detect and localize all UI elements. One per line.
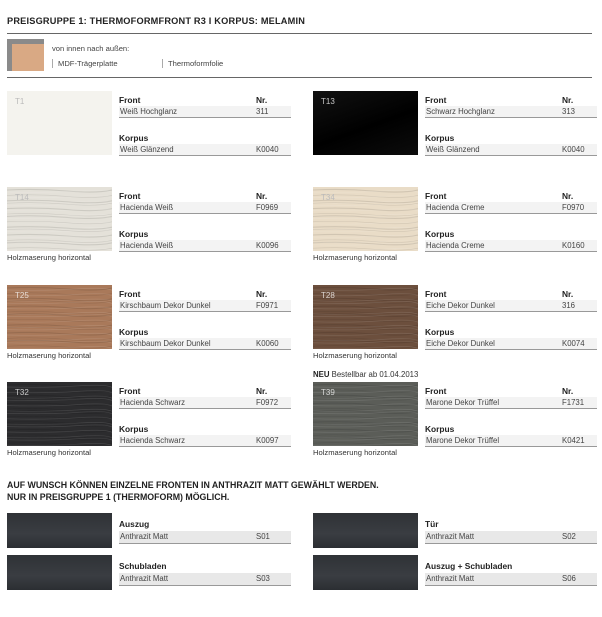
decor-swatch-t34 <box>313 187 418 251</box>
korpus-heading <box>425 133 597 144</box>
neu-note <box>313 370 418 379</box>
decor-info-t39 <box>425 386 597 447</box>
front-label: Front <box>119 289 141 299</box>
decor-code: T39 <box>321 388 335 397</box>
notice-line-2: NUR IN PREISGRUPPE 1 (THERMOFORM) MÖGLICH. <box>7 492 230 502</box>
front-label: Front <box>425 95 447 105</box>
korpus-row <box>119 240 291 252</box>
anthracite-swatch <box>7 555 112 590</box>
korpus-name: Eiche Dekor Dunkel <box>426 339 495 348</box>
korpus-name: Hacienda Schwarz <box>120 436 186 445</box>
anthracite-value: Anthrazit Matt <box>426 574 475 583</box>
korpus-row <box>425 435 597 447</box>
korpus-number: K0060 <box>256 339 279 348</box>
decor-info-t32 <box>119 386 291 447</box>
korpus-label: Korpus <box>119 424 149 434</box>
anthracite-notice <box>7 479 379 503</box>
front-label: Front <box>119 191 141 201</box>
decor-code: T1 <box>15 97 25 106</box>
korpus-label: Korpus <box>119 327 149 337</box>
korpus-name: Hacienda Weiß <box>120 241 174 250</box>
decor-swatch-t14 <box>7 187 112 251</box>
layer-item-foil: Thermoformfolie <box>162 59 223 68</box>
decor-code: T25 <box>15 291 29 300</box>
korpus-row <box>425 240 597 252</box>
front-label: Front <box>425 289 447 299</box>
decor-info-t14 <box>119 191 291 252</box>
decor-info-t13 <box>425 95 597 156</box>
grain-note: Holzmaserung horizontal <box>7 351 91 360</box>
korpus-number: K0074 <box>562 339 585 348</box>
anthracite-number: S06 <box>562 574 576 583</box>
decor-code: T34 <box>321 193 335 202</box>
anthracite-number: S01 <box>256 532 270 541</box>
front-label: Front <box>119 386 141 396</box>
front-row <box>119 300 291 312</box>
korpus-number: K0097 <box>256 436 279 445</box>
decor-info-t34 <box>425 191 597 252</box>
layer-intro: von innen nach außen: <box>52 44 130 53</box>
grain-note: Holzmaserung horizontal <box>7 253 91 262</box>
anthracite-swatch <box>7 513 112 548</box>
decor-swatch-t39 <box>313 382 418 446</box>
front-row <box>119 106 291 118</box>
notice-line-1: AUF WUNSCH KÖNNEN EINZELNE FRONTEN IN ANTHRAZIT MATT GEWÄHLT WERDEN. <box>7 480 379 490</box>
front-number: F1731 <box>562 398 585 407</box>
decor-code: T32 <box>15 388 29 397</box>
front-name: Hacienda Schwarz <box>120 398 186 407</box>
korpus-label: Korpus <box>119 229 149 239</box>
front-name: Eiche Dekor Dunkel <box>426 301 495 310</box>
nr-label: Nr. <box>562 191 574 201</box>
anthracite-title: Auszug + Schubladen <box>425 561 513 571</box>
anthracite-info <box>119 519 291 544</box>
korpus-heading <box>119 327 291 338</box>
korpus-number: K0040 <box>256 145 279 154</box>
front-row <box>425 106 597 118</box>
front-heading <box>119 95 291 106</box>
front-heading <box>425 386 597 397</box>
decor-info-t1 <box>119 95 291 156</box>
anthracite-info <box>425 519 597 544</box>
anthracite-title: Auszug <box>119 519 150 529</box>
korpus-number: K0160 <box>562 241 585 250</box>
korpus-name: Weiß Glänzend <box>120 145 174 154</box>
decor-swatch-t32 <box>7 382 112 446</box>
front-name: Schwarz Hochglanz <box>426 107 495 116</box>
front-heading <box>425 95 597 106</box>
nr-label: Nr. <box>256 289 268 299</box>
anthracite-row <box>425 531 597 544</box>
korpus-number: K0040 <box>562 145 585 154</box>
korpus-heading <box>425 327 597 338</box>
nr-label: Nr. <box>256 191 268 201</box>
anthracite-row <box>425 573 597 586</box>
korpus-name: Kirschbaum Dekor Dunkel <box>120 339 211 348</box>
korpus-heading <box>425 424 597 435</box>
anthracite-info <box>119 561 291 586</box>
korpus-label: Korpus <box>119 133 149 143</box>
grain-note: Holzmaserung horizontal <box>313 351 397 360</box>
front-row <box>119 397 291 409</box>
anthracite-number: S02 <box>562 532 576 541</box>
neu-text: Bestellbar ab 01.04.2013 <box>331 370 419 379</box>
front-number: F0971 <box>256 301 279 310</box>
front-number: 313 <box>562 107 576 116</box>
korpus-heading <box>119 424 291 435</box>
front-number: F0972 <box>256 398 279 407</box>
front-heading <box>119 289 291 300</box>
korpus-row <box>425 144 597 156</box>
front-name: Weiß Hochglanz <box>120 107 178 116</box>
front-label: Front <box>119 95 141 105</box>
korpus-row <box>119 435 291 447</box>
anthracite-value: Anthrazit Matt <box>120 532 169 541</box>
grain-note: Holzmaserung horizontal <box>7 448 91 457</box>
decor-swatch-t25 <box>7 285 112 349</box>
anthracite-row <box>119 573 291 586</box>
front-number: F0969 <box>256 203 279 212</box>
korpus-row <box>119 144 291 156</box>
korpus-heading <box>119 133 291 144</box>
korpus-label: Korpus <box>425 327 455 337</box>
neu-label: NEU <box>313 370 330 379</box>
layer-item-mdf: MDF-Trägerplatte <box>52 59 118 68</box>
front-number: 316 <box>562 301 576 310</box>
anthracite-title: Tür <box>425 519 439 529</box>
front-name: Hacienda Creme <box>426 203 485 212</box>
title-rule <box>7 33 592 34</box>
decor-swatch-t28 <box>313 285 418 349</box>
grain-note: Holzmaserung horizontal <box>313 448 397 457</box>
korpus-number: K0421 <box>562 436 585 445</box>
grain-note: Holzmaserung horizontal <box>313 253 397 262</box>
nr-label: Nr. <box>256 95 268 105</box>
korpus-name: Hacienda Creme <box>426 241 485 250</box>
nr-label: Nr. <box>256 386 268 396</box>
nr-label: Nr. <box>562 289 574 299</box>
decor-code: T14 <box>15 193 29 202</box>
front-name: Kirschbaum Dekor Dunkel <box>120 301 211 310</box>
decor-info-t28 <box>425 289 597 350</box>
page-title: PREISGRUPPE 1: THERMOFORMFRONT R3 I KORPUS: MELAMIN <box>7 16 306 26</box>
korpus-name: Marone Dekor Trüffel <box>426 436 500 445</box>
korpus-heading <box>119 229 291 240</box>
front-heading <box>425 191 597 202</box>
anthracite-swatch <box>313 555 418 590</box>
korpus-name: Weiß Glänzend <box>426 145 480 154</box>
front-heading <box>119 386 291 397</box>
anthracite-title: Schubladen <box>119 561 167 571</box>
decor-code: T28 <box>321 291 335 300</box>
korpus-label: Korpus <box>425 424 455 434</box>
decor-swatch-t1 <box>7 91 112 155</box>
korpus-label: Korpus <box>425 229 455 239</box>
korpus-heading <box>425 229 597 240</box>
korpus-row <box>119 338 291 350</box>
anthracite-value: Anthrazit Matt <box>120 574 169 583</box>
nr-label: Nr. <box>562 95 574 105</box>
anthracite-info <box>425 561 597 586</box>
front-heading <box>425 289 597 300</box>
front-label: Front <box>425 386 447 396</box>
front-heading <box>119 191 291 202</box>
decor-info-t25 <box>119 289 291 350</box>
front-label: Front <box>425 191 447 201</box>
anthracite-number: S03 <box>256 574 270 583</box>
anthracite-swatch <box>313 513 418 548</box>
korpus-label: Korpus <box>425 133 455 143</box>
front-number: F0970 <box>562 203 585 212</box>
korpus-number: K0096 <box>256 241 279 250</box>
front-row <box>425 397 597 409</box>
front-row <box>119 202 291 214</box>
legend-rule <box>7 77 592 78</box>
front-number: 311 <box>256 107 269 116</box>
front-name: Hacienda Weiß <box>120 203 174 212</box>
anthracite-value: Anthrazit Matt <box>426 532 475 541</box>
decor-code: T13 <box>321 97 335 106</box>
korpus-row <box>425 338 597 350</box>
front-name: Marone Dekor Trüffel <box>426 398 500 407</box>
nr-label: Nr. <box>562 386 574 396</box>
front-row <box>425 300 597 312</box>
anthracite-row <box>119 531 291 544</box>
layer-sample-image <box>7 39 44 71</box>
decor-swatch-t13 <box>313 91 418 155</box>
front-row <box>425 202 597 214</box>
